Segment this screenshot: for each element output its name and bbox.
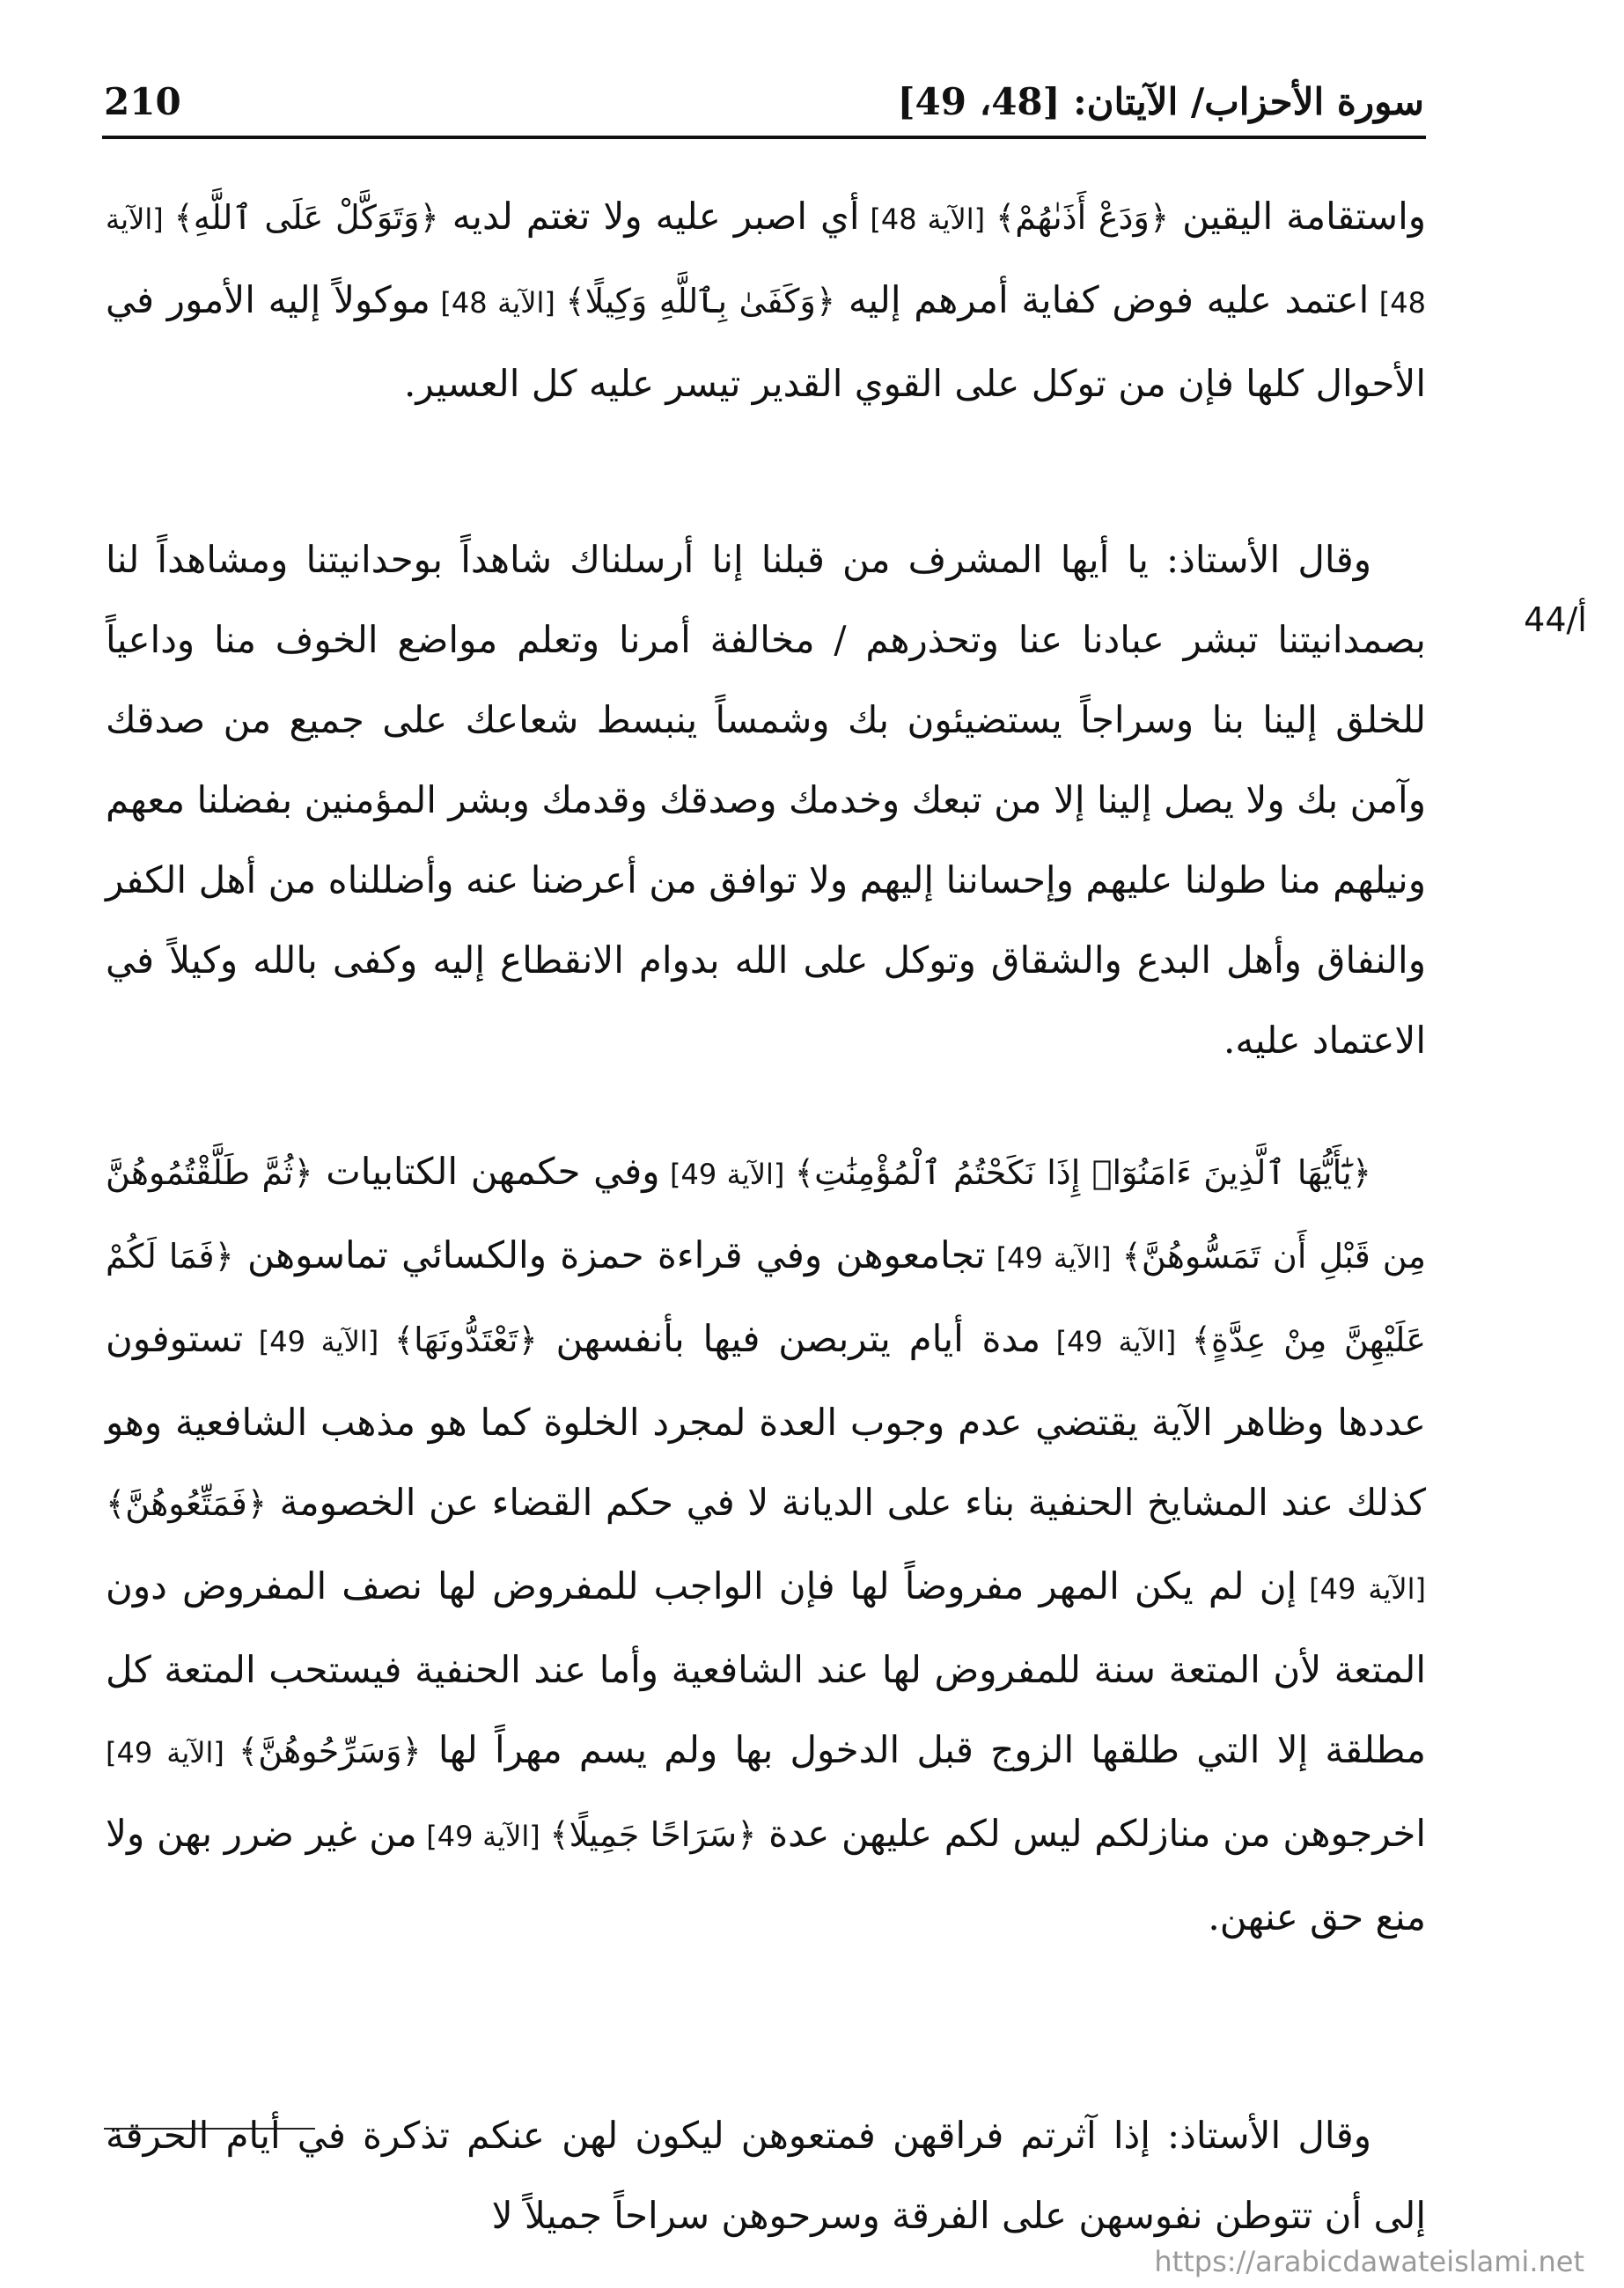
paragraph-3 (106, 1131, 1426, 2082)
page-header (104, 70, 1424, 132)
body-text-run: أي اصبر عليه ولا تغتم لديه (438, 195, 860, 238)
paragraph-2 (106, 519, 1426, 1118)
quran-citation: ﴿وَسَرِّحُوهُنَّ﴾ (238, 1732, 422, 1770)
manuscript-folio-note: 44/أ (1524, 600, 1587, 639)
quran-citation: ﴿فَمَتِّعُوهُنَّ﴾ (106, 1484, 268, 1523)
quran-citation: ﴿وَكَفَىٰ بِٱللَّهِ وَكِيلًا﴾ (565, 282, 836, 320)
body-text-run: واستقامة اليقين (1169, 195, 1427, 238)
verse-reference: [الآية 49] (416, 1820, 550, 1853)
quran-citation: ﴿فَمَا لَكُمْ عَلَيْهِنَّ مِنْ عِدَّةٍ﴾ (106, 1237, 1427, 1359)
verse-reference: [الآية 49] (1297, 1572, 1427, 1606)
body-text-run: وقال الأستاذ: يا أيها المشرف من قبلنا إنا أرسلناك شاهداً بوحدانيتنا ومشاهداً لنا بصمدانيتنا تبشر عبادنا عنا وتحذرهم / مخالفة أمرنا وتعلم مواضع الخوف منا وداعياً للخلق إلينا بنا وسراجاً يستضيئون بك وشمساً ينبسط شعاعك على جميع من صدقك وآمن بك ولا يصل إلينا إلا من تبعك وخدمك وصدقك وقدمك وبشر المؤمنين بفضلنا معهم ونيلهم منا طولنا عليهم وإحساننا إليهم ولا توافق من أعرضنا عنه وأضللناه من أهل الكفر والنفاق وأهل البدع والشقاق وتوكل على الله بدوام الانقطاع إليه وكفى بالله وكيلاً في الاعتماد عليه. (106, 538, 1426, 1062)
verse-reference: [الآية 48] (106, 202, 1427, 320)
paragraph-1 (106, 176, 1426, 511)
quran-citation: ﴿يَٰٓأَيُّهَا ٱلَّذِينَ ءَامَنُوٓا۟ إِذَا نَكَحْتُمُ ٱلْمُؤْمِنَٰتِ﴾ (794, 1153, 1372, 1192)
verse-reference: [الآية 49] (985, 1241, 1122, 1275)
verse-reference: [الآية 49] (106, 1736, 239, 1769)
running-title: سورة الأحزاب/ الآيتان: [48، 49] (897, 79, 1424, 123)
body-text-run: مدة أيام يتربصن فيها بأنفسهن (537, 1317, 1041, 1360)
body-text-run: اخرجوهن من منازلكم ليس لكم عليهن عدة (756, 1812, 1427, 1855)
body-text-run: إن لم يكن المهر مفروضاً لها فإن الواجب للمفروض لها نصف المفروض دون المتعة لأن المتعة سنة للمفروض لها عند الشافعية وأما عند الحنفية فيستحب المتعة كل مطلقة إلا التي طلقها الزوج قبل الدخول بها ولم يسم مهراً لها (106, 1564, 1427, 1771)
watermark-url: https://arabicdawateislami.net (1154, 2245, 1584, 2278)
quran-citation: ﴿وَتَوَكَّلْ عَلَى ٱللَّهِ﴾ (173, 198, 439, 237)
quran-citation: ﴿سَرَاحًا جَمِيلًا﴾ (549, 1815, 757, 1854)
verse-reference: [الآية 49] (659, 1158, 795, 1191)
paragraph-4 (106, 2095, 1426, 2254)
quran-citation: ﴿تَعْتَدُّونَهَا﴾ (393, 1321, 538, 1359)
verse-reference: [الآية 49] (243, 1325, 394, 1358)
body-text-run: اعتمد عليه فوض كفاية أمرهم إليه (835, 278, 1370, 321)
body-text-run: وفي حكمهن الكتابيات (312, 1150, 660, 1193)
quran-citation: ﴿وَدَعْ أَذَىٰهُمْ﴾ (996, 198, 1170, 237)
body-text-run: وقال الأستاذ: إذا آثرتم فراقهن فمتعوهن ليكون لهن عنكم تذكرة في أيام الحرقة إلى أن تتوطن نفوسهن على الفرقة وسرحوهن سراحاً جميلاً لا (106, 2114, 1426, 2237)
body-text-run: تجامعوهن وفي قراءة حمزة والكسائي تماسوهن (233, 1233, 986, 1276)
verse-reference: [الآية 48] (430, 286, 566, 320)
verse-reference: [الآية 48] (859, 202, 996, 236)
verse-reference: [الآية 49] (1040, 1325, 1192, 1358)
body-text-run: من غير ضرر بهن ولا منع حق عنهن. (106, 1812, 1426, 1939)
body-text-run: تستوفون عددها وظاهر الآية يقتضي عدم وجوب العدة لمجرد الخلوة كما هو مذهب الشافعية وهو كذلك عند المشايخ الحنفية بناء على الديانة لا في حكم القضاء عن الخصومة (106, 1317, 1426, 1524)
page-number: 210 (104, 79, 181, 123)
quran-citation: ﴿ثُمَّ طَلَّقْتُمُوهُنَّ مِن قَبْلِ أَن تَمَسُّوهُنَّ﴾ (106, 1153, 1427, 1276)
header-rule (102, 136, 1426, 139)
body-text-run: موكولاً إليه الأمور في الأحوال كلها فإن من توكل على القوي القدير تيسر عليه كل العسير. (106, 278, 1426, 405)
